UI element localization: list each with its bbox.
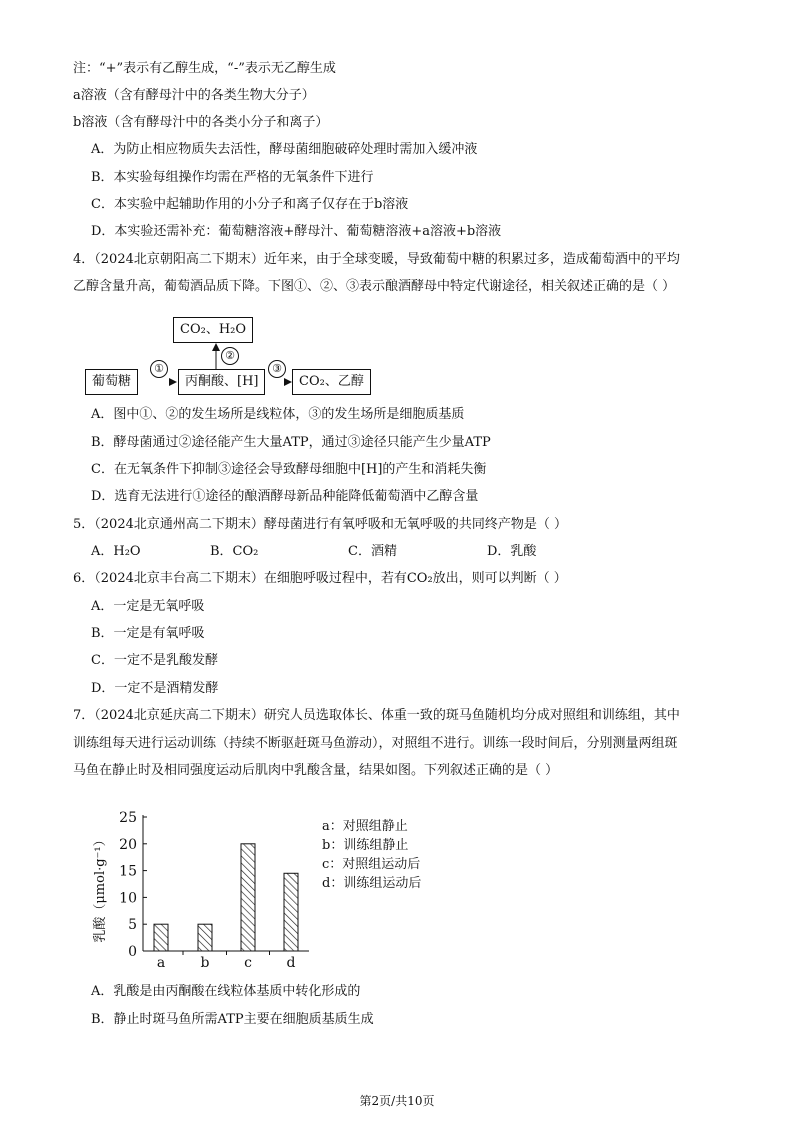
q6-option-a: A．一定是无氧呼吸 bbox=[91, 599, 205, 614]
table-note: 注：“+”表示有乙醇生成，“-”表示无乙醇生成 bbox=[73, 61, 336, 76]
q7-stem-line1: 7．（2024北京延庆高二下期末）研究人员选取体长、体重一致的斑马鱼随机均分成对照组和训练组，其中 bbox=[73, 708, 680, 723]
q6-stem: 6．（2024北京丰台高二下期末）在细胞呼吸过程中，若有CO₂放出，则可以判断（ ） bbox=[73, 571, 567, 586]
q5-option-d: D．乳酸 bbox=[487, 544, 537, 559]
q6-option-d: D．一定不是酒精发酵 bbox=[91, 681, 219, 696]
q7-stem-line3: 马鱼在静止时及相同强度运动后肌肉中乳酸含量，结果如图。下列叙述正确的是（ ） bbox=[73, 763, 559, 778]
legend-entry: a：对照组静止 bbox=[322, 819, 408, 834]
q3-option-c: C．本实验中起辅助作用的小分子和离子仅存在于b溶液 bbox=[91, 197, 409, 212]
q3-option-a: A．为防止相应物质失去活性，酵母菌细胞破碎处理时需加入缓冲液 bbox=[91, 142, 478, 157]
q7-stem-line2: 训练组每天进行运动训练（持续不断驱赶斑马鱼游动），对照组不进行。训练一段时间后，分别测量两组斑 bbox=[73, 736, 678, 751]
step-2-marker: ② bbox=[221, 347, 239, 365]
y-tick-label: 0 bbox=[128, 944, 137, 960]
pyruvate-box: 丙酮酸、[H] bbox=[178, 369, 265, 395]
product-co2-h2o-box: CO₂、H₂O bbox=[173, 317, 253, 343]
q7-option-b: B．静止时斑马鱼所需ATP主要在细胞质基质生成 bbox=[91, 1012, 374, 1027]
x-tick-label: a bbox=[156, 955, 166, 971]
q6-option-c: C．一定不是乳酸发酵 bbox=[91, 653, 218, 668]
q4-stem-line2: 乙醇含量升高，葡萄酒品质下降。下图①、②、③表示酿酒酵母中特定代谢途径，相关叙述正确的是（ ） bbox=[73, 279, 676, 294]
solution-a-note: a溶液（含有酵母汁中的各类生物大分子） bbox=[73, 88, 315, 103]
legend-entry: c：对照组运动后 bbox=[322, 857, 421, 872]
bar-c bbox=[241, 844, 255, 951]
x-tick-label: b bbox=[200, 955, 210, 971]
q3-option-d: D．本实验还需补充：葡萄糖溶液+酵母汁、葡萄糖溶液+a溶液+b溶液 bbox=[91, 224, 502, 239]
glucose-box: 葡萄糖 bbox=[85, 369, 138, 395]
q5-stem: 5．（2024北京通州高二下期末）酵母菌进行有氧呼吸和无氧呼吸的共同终产物是（ ） bbox=[73, 517, 567, 532]
q6-option-b: B．一定是有氧呼吸 bbox=[91, 626, 205, 641]
y-tick-label: 25 bbox=[119, 810, 137, 826]
q5-option-a: A．H₂O bbox=[91, 544, 141, 559]
step-3-marker: ③ bbox=[268, 360, 286, 378]
bar-b bbox=[198, 924, 212, 951]
q4-option-a: A．图中①、②的发生场所是线粒体，③的发生场所是细胞质基质 bbox=[91, 407, 465, 422]
legend-entry: d：训练组运动后 bbox=[322, 876, 422, 891]
y-axis-label: 乳酸（μmol·g⁻¹） bbox=[93, 833, 108, 943]
q4-stem-line1: 4．（2024北京朝阳高二下期末）近年来，由于全球变暖，导致葡萄中糖的积累过多，造成葡萄酒中的平均 bbox=[73, 252, 680, 267]
q4-option-c: C．在无氧条件下抑制③途径会导致酵母细胞中[H]的产生和消耗失衡 bbox=[91, 462, 487, 477]
solution-b-note: b溶液（含有酵母汁中的各类小分子和离子） bbox=[73, 115, 329, 130]
q5-option-c: C．酒精 bbox=[348, 544, 397, 559]
q3-option-b: B．本实验每组操作均需在严格的无氧条件下进行 bbox=[91, 170, 374, 185]
legend-entry: b：训练组静止 bbox=[322, 838, 409, 853]
x-tick-label: c bbox=[244, 955, 252, 971]
q4-option-b: B．酵母菌通过②途径能产生大量ATP，通过③途径只能产生少量ATP bbox=[91, 435, 491, 450]
bar-a bbox=[154, 924, 168, 951]
page-footer: 第2页/共10页 bbox=[359, 1094, 435, 1108]
q4-option-d: D．选育无法进行①途径的酿酒酵母新品种能降低葡萄酒中乙醇含量 bbox=[91, 489, 479, 504]
y-tick-label: 5 bbox=[128, 917, 137, 934]
q5-option-b: B．CO₂ bbox=[210, 544, 259, 559]
x-tick-label: d bbox=[286, 955, 296, 971]
co2-ethanol-box: CO₂、乙醇 bbox=[292, 369, 371, 395]
step-1-marker: ① bbox=[150, 360, 168, 378]
y-tick-label: 20 bbox=[119, 836, 137, 853]
y-tick-label: 15 bbox=[119, 863, 137, 880]
y-tick-label: 10 bbox=[119, 890, 137, 907]
bar-d bbox=[284, 873, 298, 951]
q7-option-a: A．乳酸是由丙酮酸在线粒体基质中转化形成的 bbox=[91, 984, 361, 999]
